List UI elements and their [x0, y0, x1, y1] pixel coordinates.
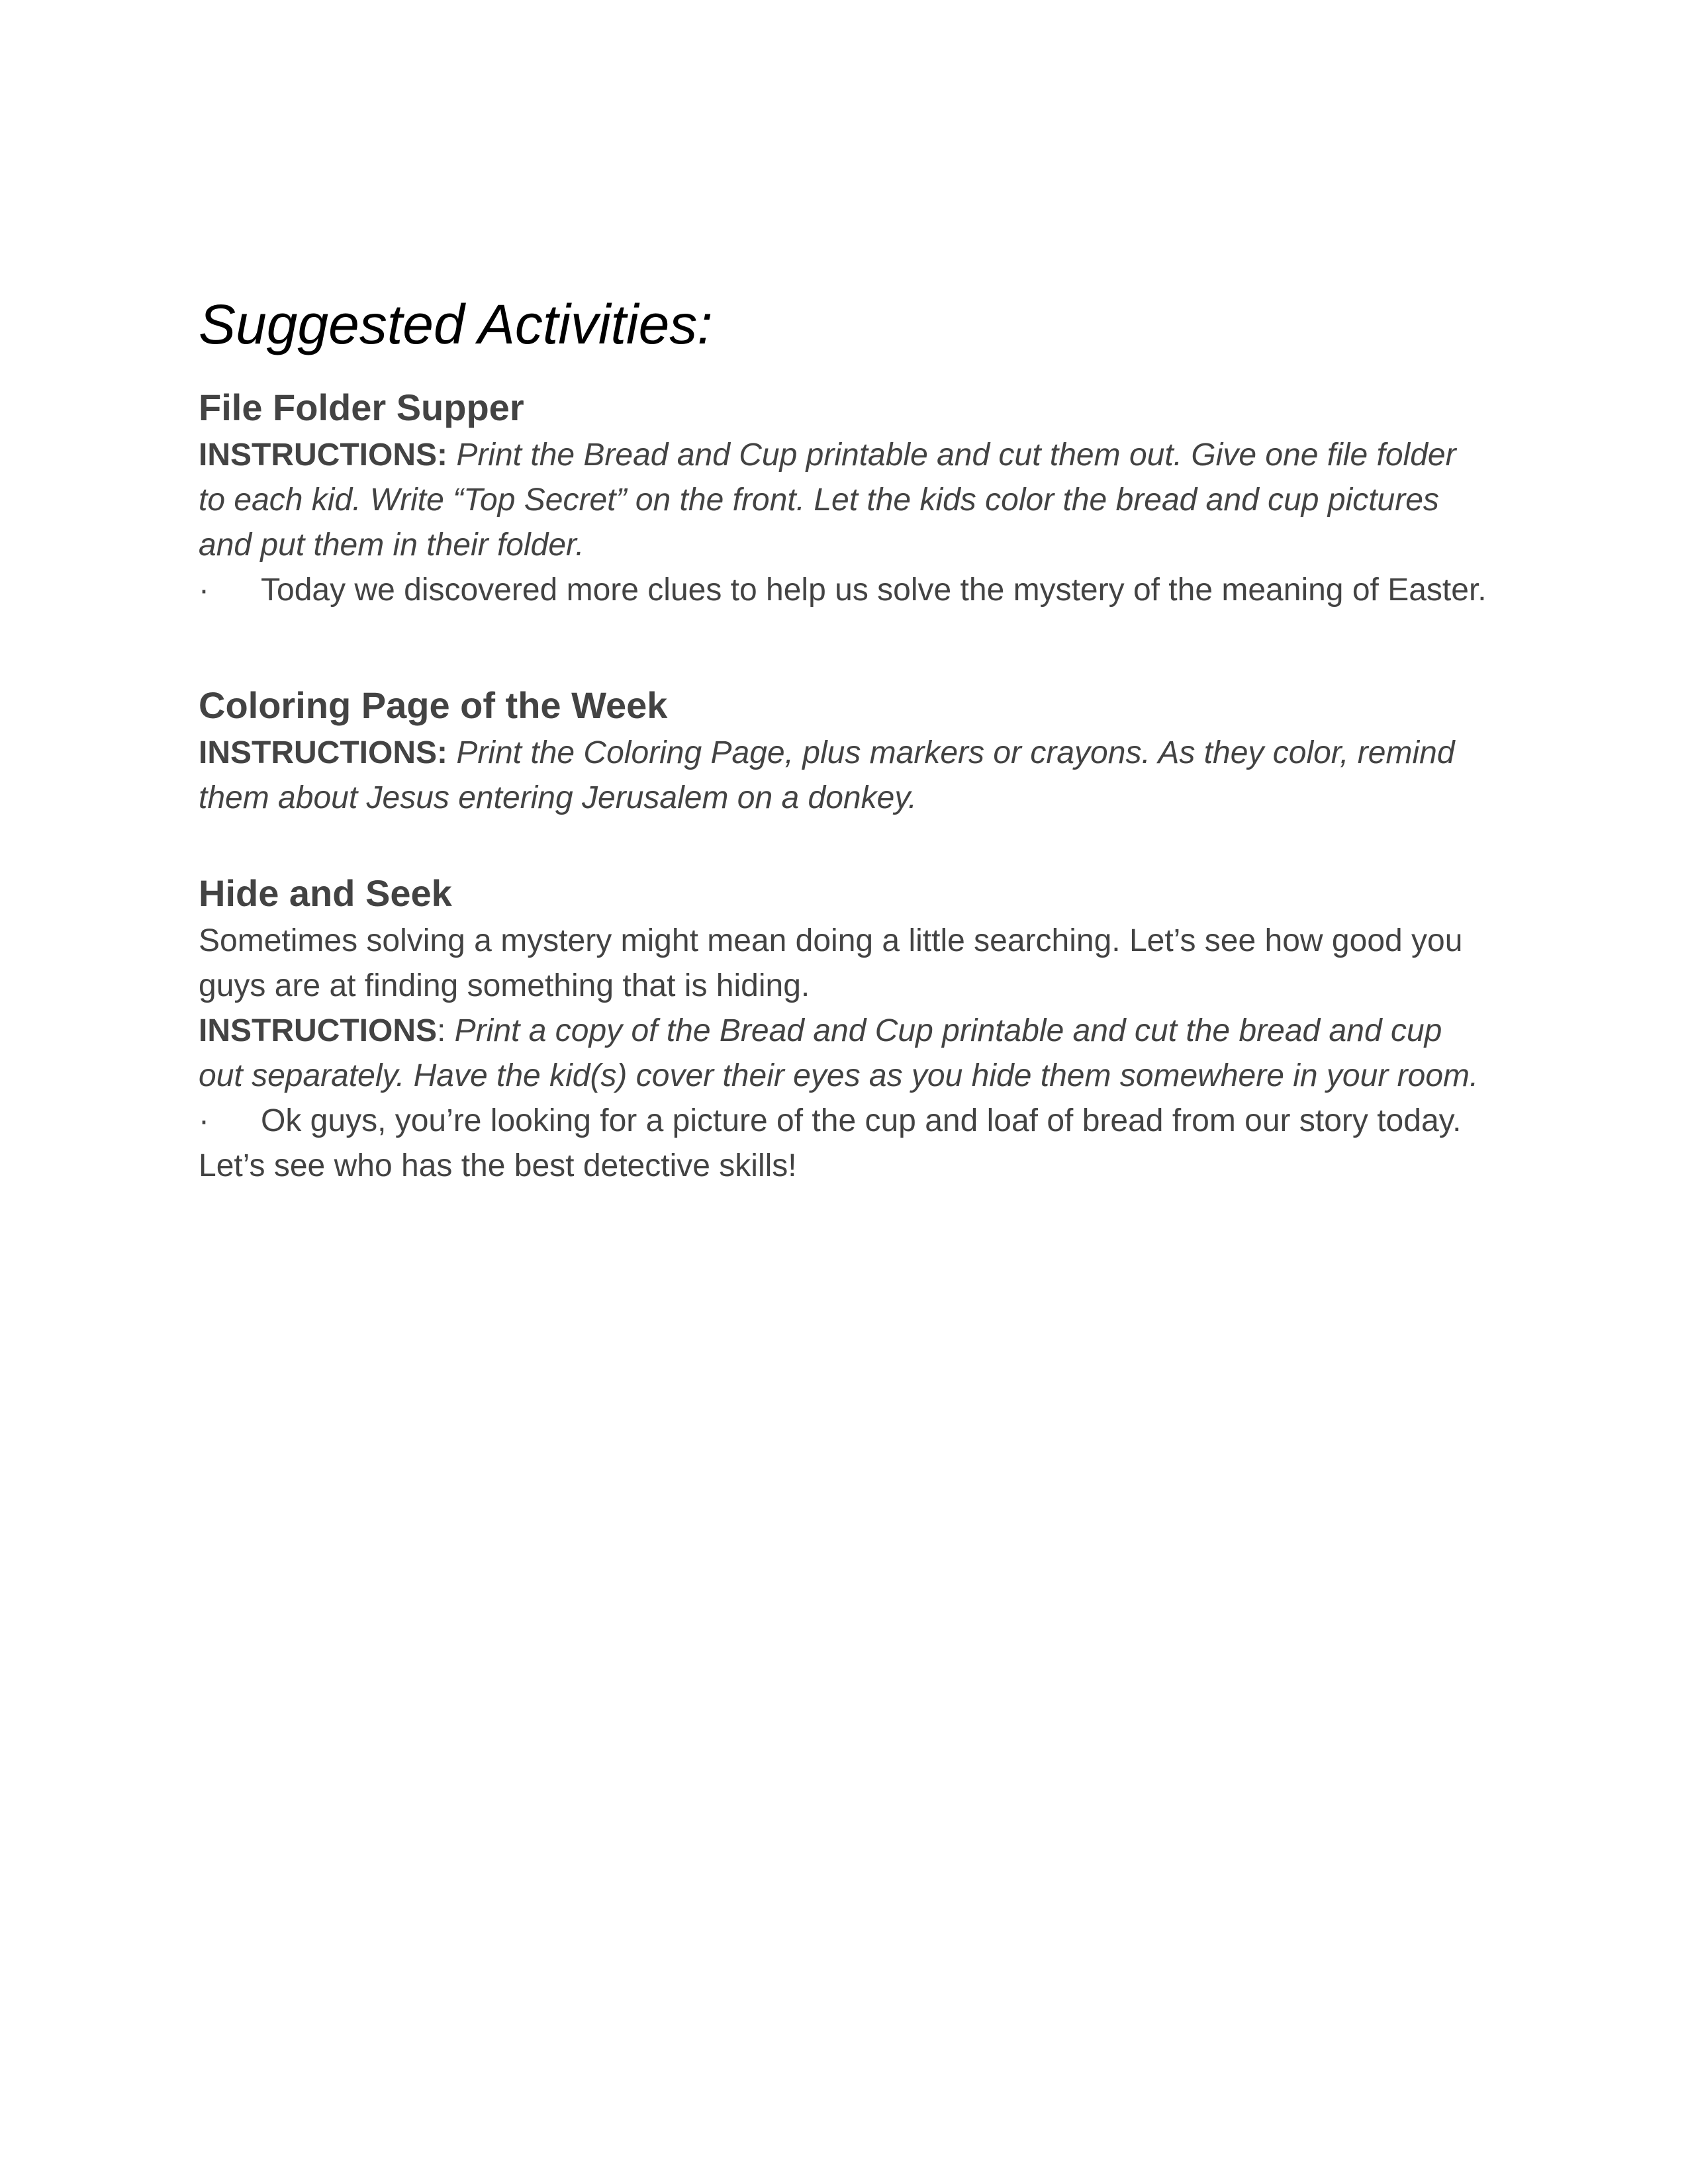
intro-paragraph: Sometimes solving a mystery might mean doing a little searching. Let’s see how good you guys are at finding something that is hiding.	[199, 923, 1463, 1003]
document-page	[199, 291, 1489, 1189]
bullet-text: Ok guys, you’re looking for a picture of the cup and loaf of bread from our story today. Let’s see who has the best detective skills!	[199, 1103, 1462, 1183]
section-heading: Hide and Seek	[199, 872, 452, 914]
section-file-folder-supper	[199, 384, 1489, 613]
instructions-colon: :	[437, 1013, 446, 1048]
section-heading: Coloring Page of the Week	[199, 684, 668, 726]
spacer	[199, 821, 1489, 870]
section-hide-and-seek	[199, 870, 1489, 1189]
spacer	[199, 613, 1489, 682]
instructions-label: INSTRUCTIONS	[199, 1013, 437, 1048]
bullet-item	[199, 1099, 1489, 1189]
instructions-text: Print a copy of the Bread and Cup printable and cut the bread and cup out separately. Have the kid(s) cover their eyes as you hide them somewhere in your room.	[199, 1013, 1479, 1093]
bullet-symbol: ·	[199, 1103, 209, 1138]
section-coloring-page	[199, 682, 1489, 821]
bullet-symbol: ·	[199, 572, 209, 608]
instructions-label: INSTRUCTIONS:	[199, 437, 447, 473]
bullet-text: Today we discovered more clues to help us solve the mystery of the meaning of Easter.	[261, 572, 1487, 608]
page-title: Suggested Activities:	[199, 293, 713, 355]
instructions-paragraph	[199, 1009, 1489, 1099]
section-heading: File Folder Supper	[199, 387, 524, 428]
instructions-text: Print the Coloring Page, plus markers or crayons. As they color, remind them about Jesus entering Jerusalem on a donkey.	[199, 735, 1455, 815]
bullet-item	[199, 568, 1489, 613]
instructions-paragraph	[199, 731, 1489, 821]
instructions-paragraph	[199, 433, 1489, 568]
instructions-text: Print the Bread and Cup printable and cut them out. Give one file folder to each kid. Write “Top Secret” on the front. Let the kids color the bread and cup pictures and put them in their folder.	[199, 437, 1456, 563]
instructions-label: INSTRUCTIONS:	[199, 735, 447, 770]
